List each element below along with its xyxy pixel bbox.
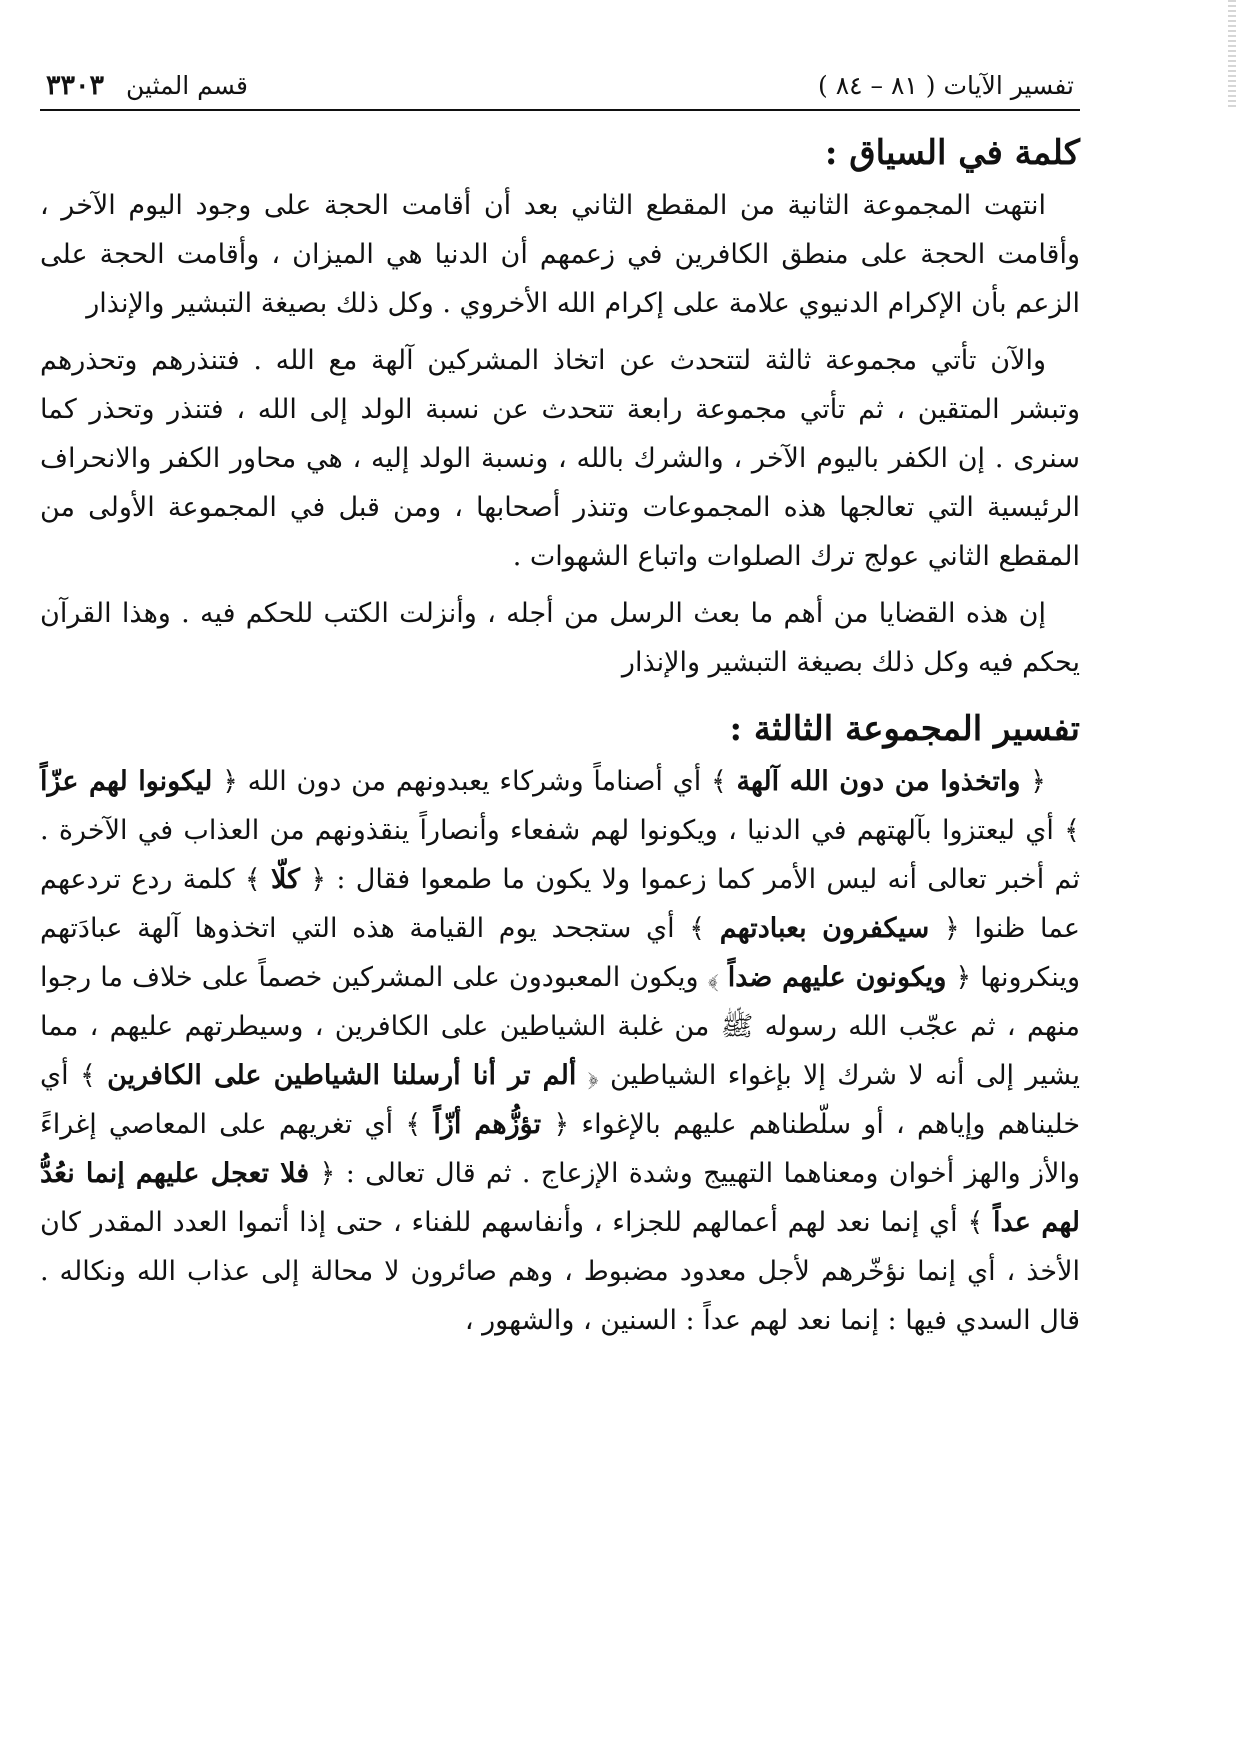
quran-verse: ويكونون عليهم ضداً	[727, 962, 947, 993]
quran-verse: ألم تر أنا أرسلنا الشياطين على الكافرين	[107, 1060, 577, 1091]
verse-bracket: ﴾	[707, 962, 728, 993]
verse-bracket: ﴾	[710, 766, 737, 797]
verse-bracket: ﴿	[1020, 766, 1046, 797]
running-header-left	[46, 70, 248, 101]
book-page	[40, 70, 1080, 1353]
verse-bracket: ﴾	[244, 864, 271, 895]
commentary-text: كلمة ردع تردعهم عما ظنوا	[40, 864, 1080, 944]
verse-bracket: ﴿	[212, 766, 238, 797]
quran-verse: واتخذوا من دون الله آلهة	[736, 766, 1021, 797]
verse-bracket: ﴾	[79, 1060, 108, 1091]
verse-bracket: ﴿	[299, 864, 327, 895]
commentary-text: أي إنما نعد لهم أعمالهم للجزاء ، وأنفاسهم للفناء ، حتى إذا أتموا العدد المقدر كان الأخذ ، أي إنما نؤخّرهم لأجل معدود مضبوط ، وهم صائرون لا محالة إلى عذاب الله ونكاله . قال السدي فيها : إنما نعد لهم عداً : السنين ، والشهور ،	[40, 1207, 1080, 1336]
section-heading-context: كلمة في السياق :	[824, 133, 1080, 173]
commentary-text: أي ستجحد يوم القيامة هذه التي اتخذوها آلهة عبادَتهم وينكرونها	[40, 913, 1081, 993]
paragraph: والآن تأتي مجموعة ثالثة لتتحدث عن اتخاذ المشركين آلهة مع الله . فتنذرهم وتحذرهم وتبشر المتقين ، ثم تأتي مجموعة رابعة تتحدث عن نسبة الولد إلى الله ، فتنذر وتحذر كما سنرى . إن الكفر باليوم الآخر ، والشرك بالله ، ونسبة الولد إليه ، هي محاور الكفر والانحراف الرئيسية التي تعالجها هذه المجموعات وتنذر أصحابها ، ومن قبل في المجموعة الأولى من المقطع الثاني عولج ترك الصلوات واتباع الشهوات .	[40, 345, 1080, 572]
verse-bracket: ﴾	[967, 1207, 994, 1238]
quran-verse: تؤزُّهم أزّاً	[433, 1109, 542, 1140]
commentary-text: أي ليعتزوا بآلهتهم في الدنيا ، ويكونوا لهم شفعاء وأنصاراً ينقذونهم من العذاب في الآخرة . ثم أخبر تعالى أنه ليس الأمر كما زعموا ولا يكون ما طمعوا فقال :	[40, 815, 1081, 895]
verse-bracket: ﴿	[576, 1060, 599, 1091]
verse-bracket: ﴾	[689, 913, 720, 944]
commentary-text: أي خليناهم وإياهم ، أو سلّطناهم عليهم بالإغواء	[40, 1060, 1081, 1140]
paragraph: انتهت المجموعة الثانية من المقطع الثاني بعد أن أقامت الحجة على وجود اليوم الآخر ، وأقامت الحجة على منطق الكافرين في زعمهم أن الدنيا هي الميزان ، وأقامت الحجة على الزعم بأن الإكرام الدنيوي علامة على إكرام الله الأخروي . وكل ذلك بصيغة التبشير والإنذار	[40, 190, 1080, 319]
scan-edge-artifact	[1228, 0, 1236, 110]
quran-verse: فلا تعجل عليهم إنما نعُدُّ لهم عداً	[40, 1158, 1081, 1238]
quran-verse: ليكونوا لهم عزّاً	[40, 766, 213, 797]
verse-bracket: ﴾	[405, 1109, 434, 1140]
tafsir-paragraph	[40, 757, 1080, 1345]
commentary-text: ويكون المعبودون على المشركين خصماً على خلاف ما رجوا منهم ، ثم عجّب الله رسوله ﷺ من غلبة الشياطين على الكافرين ، وسيطرتهم عليهم ، مما يشير إلى أنه لا شرك إلا بإغواء الشياطين	[40, 962, 1081, 1091]
running-header	[40, 70, 1080, 111]
quran-verse: كلّا	[270, 864, 300, 895]
running-header-section: قسم المثين	[126, 71, 248, 100]
commentary-text: أي أصناماً وشركاء يعبدونهم من دون الله	[237, 766, 711, 797]
quran-verse: سيكفرون بعبادتهم	[719, 913, 930, 944]
section-heading-tafsir: تفسير المجموعة الثالثة :	[729, 709, 1080, 749]
verse-bracket: ﴿	[929, 913, 960, 944]
running-header-title: تفسير الآيات ( ٨١ – ٨٤ )	[818, 71, 1074, 100]
verse-bracket: ﴿	[541, 1109, 570, 1140]
verse-bracket: ﴾	[1064, 815, 1080, 846]
verse-bracket: ﴿	[309, 1158, 336, 1189]
verse-bracket: ﴿	[946, 962, 972, 993]
page-number: ٣٣٠٣	[46, 70, 105, 101]
paragraph: إن هذه القضايا من أهم ما بعث الرسل من أجله ، وأنزلت الكتب للحكم فيه . وهذا القرآن يحكم فيه وكل ذلك بصيغة التبشير والإنذار	[40, 598, 1080, 678]
commentary-text: أي تغريهم على المعاصي إغراءً والأز والهز أخوان ومعناهما التهييج وشدة الإزعاج . ثم قال تعالى :	[40, 1109, 1080, 1189]
